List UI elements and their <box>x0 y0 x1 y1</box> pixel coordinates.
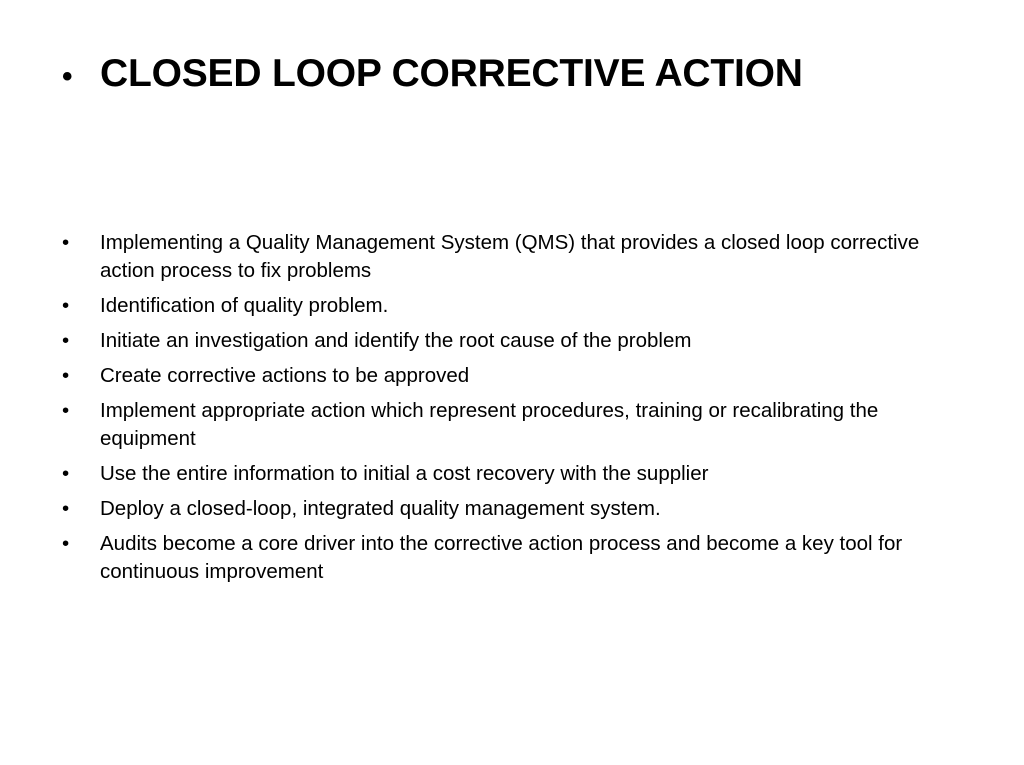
title-row <box>62 52 803 96</box>
bullet-text: Deploy a closed-loop, integrated quality management system. <box>100 497 661 520</box>
bullet-text: Use the entire information to initial a cost recovery with the supplier <box>100 462 709 485</box>
list-item <box>62 292 942 320</box>
bullet-mark: • <box>62 497 70 520</box>
bullet-mark: • <box>62 231 70 254</box>
bullet-list <box>62 229 942 593</box>
bullet-text: Audits become a core driver into the corrective action process and become a key tool for continuous improvement <box>100 532 903 583</box>
bullet-text: Identification of quality problem. <box>100 294 389 317</box>
bullet-mark: • <box>62 462 70 485</box>
bullet-text: Implementing a Quality Management System (QMS) that provides a closed loop corrective action process to fix problems <box>100 231 920 282</box>
list-item <box>62 229 942 285</box>
bullet-text: Initiate an investigation and identify the root cause of the problem <box>100 329 692 352</box>
bullet-text: Implement appropriate action which represent procedures, training or recalibrating the equipment <box>100 399 879 450</box>
bullet-mark: • <box>62 399 70 422</box>
list-item <box>62 362 942 390</box>
list-item <box>62 460 942 488</box>
list-item <box>62 530 942 586</box>
slide-title: CLOSED LOOP CORRECTIVE ACTION <box>100 52 803 95</box>
bullet-mark: • <box>62 532 70 555</box>
bullet-text: Create corrective actions to be approved <box>100 364 470 387</box>
list-item <box>62 397 942 453</box>
bullet-mark: • <box>62 364 70 387</box>
bullet-mark: • <box>62 294 70 317</box>
bullet-mark: • <box>62 329 70 352</box>
title-bullet: • <box>62 60 73 93</box>
list-item <box>62 495 942 523</box>
list-item <box>62 327 942 355</box>
